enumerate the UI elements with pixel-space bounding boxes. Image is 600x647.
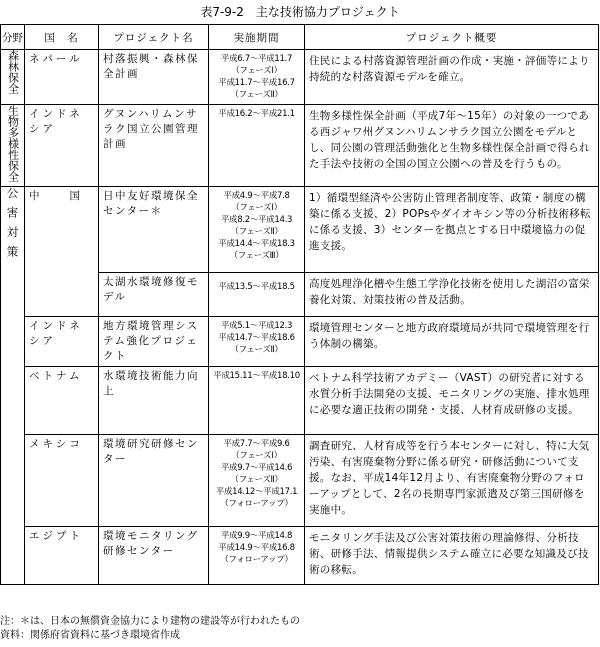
period-line: （フォローアップ） — [220, 499, 293, 509]
period-line: 平成14.4〜平成18.3 — [218, 239, 295, 249]
period-cell — [209, 317, 304, 359]
source-line: 資料：関係府省資料に基づき環境省作成 — [0, 630, 180, 641]
header-row — [1, 25, 599, 50]
period-line: 平成14.7〜平成18.6 — [218, 333, 295, 343]
period-line: （フェーズⅠ） — [231, 203, 282, 213]
period-cell — [209, 273, 304, 296]
project-cell: 環境研究研修センター — [103, 438, 199, 465]
period-line: （フェーズⅡ） — [230, 345, 283, 355]
field-cell-forest — [1, 50, 25, 105]
period-line: 平成9.9〜平成14.8 — [220, 531, 293, 541]
period-line: 平成6.7〜平成11.7 — [220, 54, 293, 64]
period-line: （フォローアップ） — [220, 555, 293, 565]
project-cell: 環境モニタリング研修センター — [103, 530, 199, 557]
table-row — [1, 317, 599, 367]
period-cell — [209, 187, 304, 265]
summary-cell: 住民による村落資源管理計画の作成・実施・評価等により持続的な村落資源モデルを確立。 — [309, 55, 590, 83]
header-period: 実施期間 — [209, 25, 305, 50]
summary-cell: モニタリング手法及び公害対策技術の理論修得、分析技術、研修手法、情報提供システム確立に必要な知識及び技術の移転。 — [309, 532, 589, 576]
period-line: 平成16.2〜平成21.1 — [218, 109, 295, 119]
table-notes — [0, 615, 600, 643]
header-project: プロジェクト名 — [99, 25, 209, 50]
project-cell: 日中友好環境保全センター＊ — [103, 190, 199, 217]
field-label-biodiversity: 生物多様性保全 — [6, 105, 20, 182]
header-field: 分野 — [1, 25, 25, 50]
period-line: （フェーズⅠ） — [231, 66, 282, 76]
period-cell — [209, 50, 304, 104]
table-caption: 表7-9-2 主な技術協力プロジェクト — [200, 5, 400, 19]
period-line: （フェーズⅡ） — [230, 475, 283, 485]
period-line: （フェーズⅠ） — [231, 451, 282, 461]
country-cell: 中 国 — [29, 190, 83, 202]
period-line: 平成8.2〜平成14.3 — [220, 215, 293, 225]
note-line: 注：＊は、日本の無償資金協力により建物の建設等が行われたもの — [0, 616, 300, 627]
summary-cell: 生物多様性保全計画（平成7年〜15年）の対象の一つである西ジャワ州グヌンハリムンサラク国立公園をモデルとし、同公園の管理活動強化と生物多様性保全計画で得られた手法や技術の全国の国立公園への普及を行うもの。 — [309, 110, 590, 170]
field-cell-biodiversity — [1, 105, 25, 187]
projects-table — [0, 24, 599, 585]
table-row — [1, 187, 599, 273]
field-label-forest: 森林保全 — [6, 50, 20, 94]
project-cell: グヌンハリムンサラク国立公園管理計画 — [103, 108, 199, 150]
period-line: 平成9.7〜平成14.6 — [220, 463, 293, 473]
period-line: 平成14.12〜平成17.1 — [215, 487, 298, 497]
country-cell: エジプト — [29, 530, 83, 542]
header-summary: プロジェクト概要 — [305, 25, 599, 50]
project-cell: 太湖水環境修復モデル — [103, 276, 199, 303]
table-row — [1, 105, 599, 187]
header-country: 国 名 — [25, 25, 99, 50]
period-line: 平成7.7〜平成9.6 — [223, 439, 290, 449]
summary-cell: ベトナム科学技術アカデミー（VAST）の研究者に対する水質分析手法開発の支援、モニタリングの実施、排水処理に必要な適正技術の開発・支援、人材育成研修の支援。 — [309, 372, 590, 416]
summary-cell: 高度処理浄化槽や生態工学浄化技術を使用した湖沼の富栄養化対策、対策技術の普及活動。 — [309, 278, 590, 306]
period-line: （フェーズⅡ） — [230, 227, 283, 237]
period-line: 平成4.9〜平成7.8 — [223, 191, 290, 201]
period-cell — [209, 367, 304, 385]
country-cell: インドネシア — [29, 108, 83, 135]
table-row — [1, 50, 599, 105]
period-line: 平成13.5〜平成18.5 — [218, 282, 295, 292]
country-cell: ベトナム — [29, 370, 83, 382]
period-line: 平成5.1〜平成12.3 — [220, 321, 293, 331]
period-line: 平成14.9〜平成16.8 — [218, 543, 295, 553]
period-line: 平成15.11〜平成18.10 — [213, 371, 300, 381]
project-cell: 地方環境管理システム強化プロジェクト — [103, 320, 199, 362]
period-line: 平成11.7〜平成16.7 — [218, 78, 295, 88]
table-row — [1, 435, 599, 527]
table-row — [1, 527, 599, 585]
period-line: （フェーズⅡ） — [230, 90, 283, 100]
period-cell — [209, 527, 304, 569]
period-cell — [209, 105, 304, 123]
country-cell: メキシコ — [29, 438, 83, 450]
field-label-pollution: 公害対策 — [5, 187, 20, 265]
summary-cell: 環境管理センターと地方政府環境局が共同で環境管理を行う体制の構築。 — [309, 322, 590, 350]
summary-cell: 調査研究、人材育成等を行う本センターに対し、特に大気汚染、有害廃棄物分野に係る研究・研修活動について支援。なお、平成14年12月より、有害廃棄物分野のフォローアップとして、2名の長期専門家派遣及び第三国研修を実施中。 — [309, 440, 590, 516]
field-cell-pollution — [1, 187, 25, 585]
period-line: （フェーズⅢ） — [229, 251, 284, 261]
country-cell: インドネシア — [29, 320, 83, 347]
period-cell — [209, 435, 304, 513]
country-cell: ネパール — [29, 53, 83, 65]
summary-cell: 1）循環型経済や公害防止管理者制度等、政策・制度の構築に係る支援、2）POPsやダイオキシン等の分析技術移転に係る支援、3）センターを拠点とする日中環境協力の促進支援。 — [309, 192, 591, 252]
project-cell: 水環境技術能力向上 — [103, 370, 199, 397]
project-cell: 村落振興・森林保全計画 — [103, 53, 199, 80]
table-row — [1, 367, 599, 435]
